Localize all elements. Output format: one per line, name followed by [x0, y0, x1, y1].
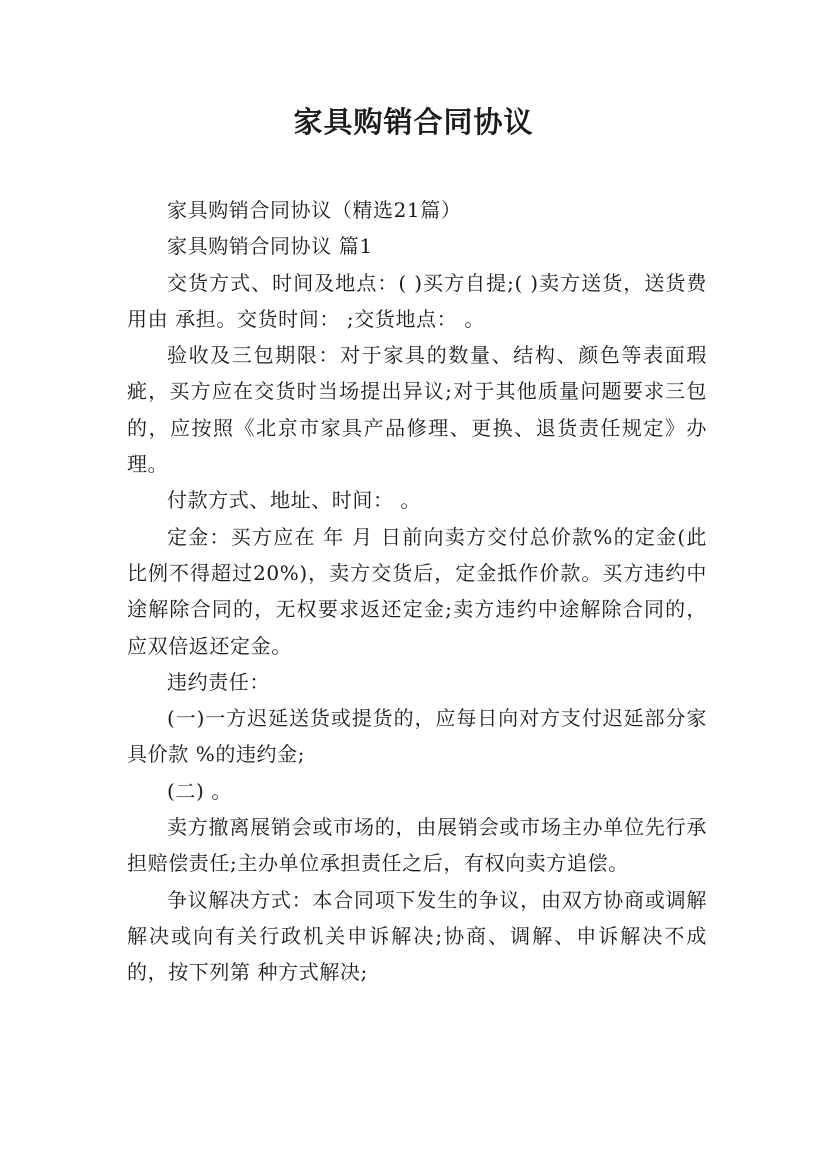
paragraph-acceptance: 验收及三包期限：对于家具的数量、结构、颜色等表面瑕疵，买方应在交货时当场提出异议;对于其他质量问题要求三包的，应按照《北京市家具产品修理、更换、退货责任规定》办理。 [127, 343, 707, 477]
document-title: 家具购销合同协议 [293, 105, 534, 139]
paragraph-section-heading: 家具购销合同协议 篇1 [167, 234, 373, 259]
paragraph-seller-withdrawal: 卖方撤离展销会或市场的，由展销会或市场主办单位先行承担赔偿责任;主办单位承担责任之后，有权向卖方追偿。 [127, 815, 707, 876]
paragraph-payment: 付款方式、地址、时间： 。 [167, 488, 422, 513]
paragraph-deposit: 定金：买方应在 年 月 日前向卖方交付总价款%的定金(此比例不得超过20%)，卖方交货后，定金抵作价款。买方违约中途解除合同的，无权要求返还定金;卖方违约中途解除合同的，应双倍返还定金。 [127, 524, 707, 658]
paragraph-dispute: 争议解决方式：本合同项下发生的争议，由双方协商或调解解决或向有关行政机关申诉解决;协商、调解、申诉解决不成的，按下列第 种方式解决; [127, 887, 707, 985]
paragraph-liability-1: (一)一方迟延送货或提货的，应每日向对方支付迟延部分家具价款 %的违约金; [127, 706, 707, 767]
paragraph-liability-heading: 违约责任： [167, 669, 270, 694]
paragraph-subtitle: 家具购销合同协议（精选21篇） [167, 198, 462, 222]
document-body [127, 192, 707, 991]
paragraph-delivery: 交货方式、时间及地点：( )买方自提;( )卖方送货，送货费用由 承担。交货时间： ;交货地点： 。 [127, 270, 707, 331]
paragraph-liability-2: (二) 。 [167, 778, 232, 803]
